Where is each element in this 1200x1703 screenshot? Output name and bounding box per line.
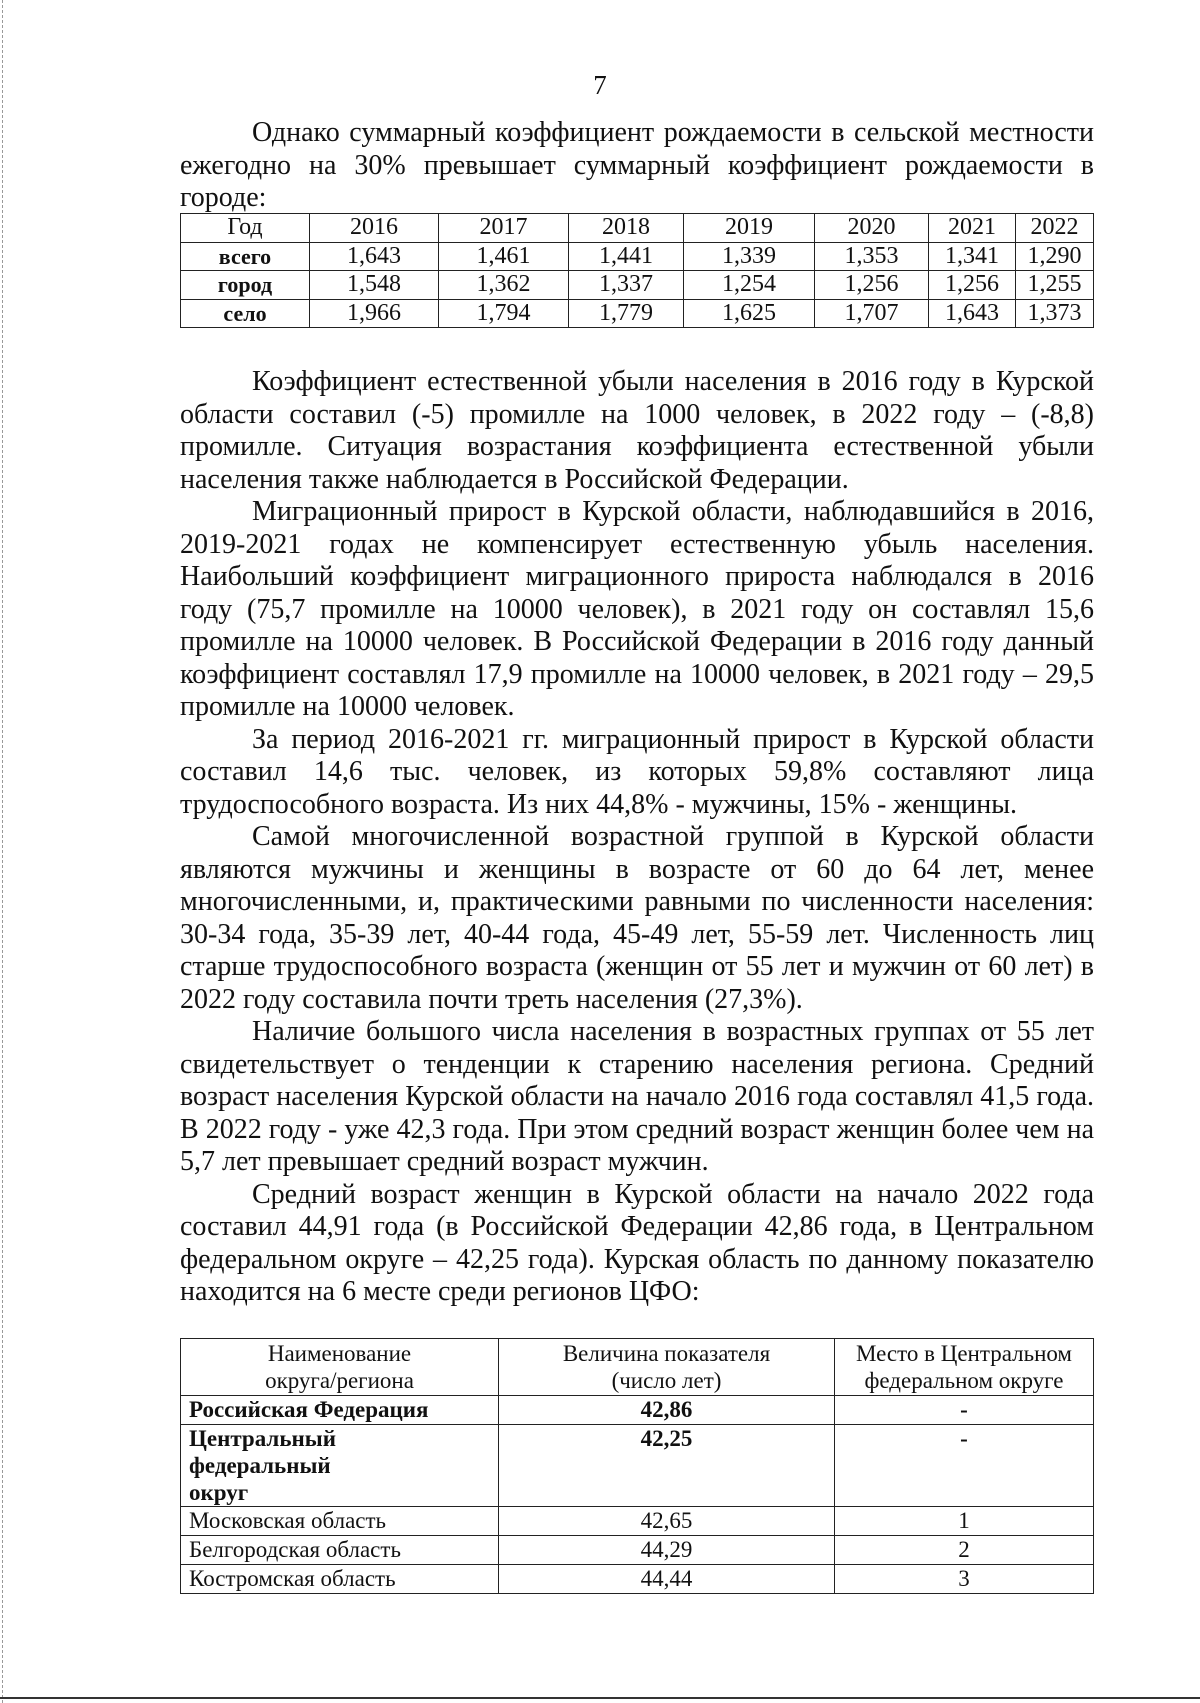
table-cell: 1,373 [1016,299,1094,328]
header-text: Наименование округа/региона [265,1341,414,1393]
header-text: Величина показателя (число лет) [562,1341,771,1393]
place-value: 2 [835,1536,1094,1565]
header-cell: 2017 [439,214,569,243]
scan-edge-bottom [0,1697,1200,1699]
table-row [181,1536,1094,1565]
region-name: Костромская область [181,1565,499,1594]
paragraph-women-age: Средний возраст женщин в Курской области на начало 2022 года составил 44,91 года (в Российской Федерации 42,86 года, в Центральном федеральном округе – 42,25 года). Курская область по данному показателю находится на 6 месте среди регионов ЦФО: [180,1178,1094,1307]
body-text [180,366,1094,1309]
header-cell: Год [181,214,310,243]
row-label: село [181,299,310,328]
table-header-row [181,214,1094,243]
paragraph-natural-decline: Коэффициент естественной убыли населения в 2016 году в Курской области составил (-5) промилле на 1000 человек, в 2022 году – (-8,8) промилле. Ситуация возрастания коэффициента естественной убыли населения также наблюдается в Российской Федерации. [180,366,1094,495]
table-cell: 1,256 [815,271,929,300]
table-cell: 1,966 [310,299,439,328]
header-cell [181,1339,499,1396]
table-header-row [181,1339,1094,1396]
table-row [181,1425,1094,1507]
table-row [181,242,1094,271]
table-row [181,271,1094,300]
table-cell: 1,341 [929,242,1016,271]
table-row [181,1507,1094,1536]
table-cell: 1,337 [569,271,684,300]
table-row [181,1565,1094,1594]
table-cell: 1,548 [310,271,439,300]
region-name: Российская Федерация [181,1396,499,1425]
region-name-text: Центральный федеральный округ [189,1426,336,1505]
header-cell: 2020 [815,214,929,243]
age-value: 42,86 [499,1396,835,1425]
table-cell: 1,290 [1016,242,1094,271]
intro-paragraph-block [180,117,1094,215]
age-value: 42,25 [499,1425,835,1507]
fertility-rate-table [180,213,1094,328]
age-value: 44,29 [499,1536,835,1565]
header-cell [835,1339,1094,1396]
paragraph-migration-period: За период 2016-2021 гг. миграционный прирост в Курской области составил 14,6 тыс. человек, из которых 59,8% составляют лица трудоспособного возраста. Из них 44,8% - мужчины, 15% - женщины. [180,723,1094,820]
paragraph-age-groups: Самой многочисленной возрастной группой в Курской области являются мужчины и женщины в возрасте от 60 до 64 лет, менее многочисленными, и, практическими равными по численности населения: 30-34 года, 35-39 лет, 40-44 года, 45-49 лет, 55-59 лет. Численность лиц старше трудоспособного возраста (женщин от 55 лет и мужчин от 60 лет) в 2022 году составила почти треть населения (27,3%). [180,821,1094,1015]
place-value: - [835,1425,1094,1507]
region-name [181,1425,499,1507]
header-cell: 2022 [1016,214,1094,243]
table-cell: 1,707 [815,299,929,328]
paragraph-aging: Наличие большого числа населения в возрастных группах от 55 лет свидетельствует о тенденции к старению населения региона. Средний возраст населения Курской области на начало 2016 года составлял 41,5 года. В 2022 году - уже 42,3 года. При этом средний возраст женщин более чем на 5,7 лет превышает средний возраст мужчин. [180,1016,1094,1177]
table-cell: 1,441 [569,242,684,271]
table-cell: 1,254 [684,271,815,300]
average-age-table [180,1338,1094,1594]
row-label: город [181,271,310,300]
place-value: - [835,1396,1094,1425]
row-label: всего [181,242,310,271]
page-number: 7 [593,70,607,100]
header-cell [499,1339,835,1396]
table-cell: 1,779 [569,299,684,328]
header-text: Место в Центральном федеральном округе [855,1341,1072,1393]
table-cell: 1,643 [310,242,439,271]
place-value: 1 [835,1507,1094,1536]
header-cell: 2016 [310,214,439,243]
header-cell: 2019 [684,214,815,243]
region-name: Белгородская область [181,1536,499,1565]
age-value: 44,44 [499,1565,835,1594]
table-row [181,1396,1094,1425]
table-cell: 1,794 [439,299,569,328]
table-row [181,299,1094,328]
table-cell: 1,339 [684,242,815,271]
scan-edge-left [2,0,4,1703]
intro-paragraph: Однако суммарный коэффициент рождаемости в сельской местности ежегодно на 30% превышает суммарный коэффициент рождаемости в городе: [180,117,1094,213]
table-cell: 1,353 [815,242,929,271]
age-value: 42,65 [499,1507,835,1536]
header-cell: 2018 [569,214,684,243]
table-cell: 1,256 [929,271,1016,300]
header-cell: 2021 [929,214,1016,243]
paragraph-migration: Миграционный прирост в Курской области, наблюдавшийся в 2016, 2019-2021 годах не компенсирует естественную убыль населения. Наибольший коэффициент миграционного прироста наблюдался в 2016 году (75,7 промилле на 10000 человек), в 2021 году он составлял 15,6 промилле на 10000 человек. В Российской Федерации в 2016 году данный коэффициент составлял 17,9 промилле на 10000 человек, в 2021 году – 29,5 промилле на 10000 человек. [180,496,1094,722]
place-value: 3 [835,1565,1094,1594]
table-cell: 1,625 [684,299,815,328]
region-name: Московская область [181,1507,499,1536]
table-cell: 1,255 [1016,271,1094,300]
table-cell: 1,461 [439,242,569,271]
table-cell: 1,643 [929,299,1016,328]
table-cell: 1,362 [439,271,569,300]
